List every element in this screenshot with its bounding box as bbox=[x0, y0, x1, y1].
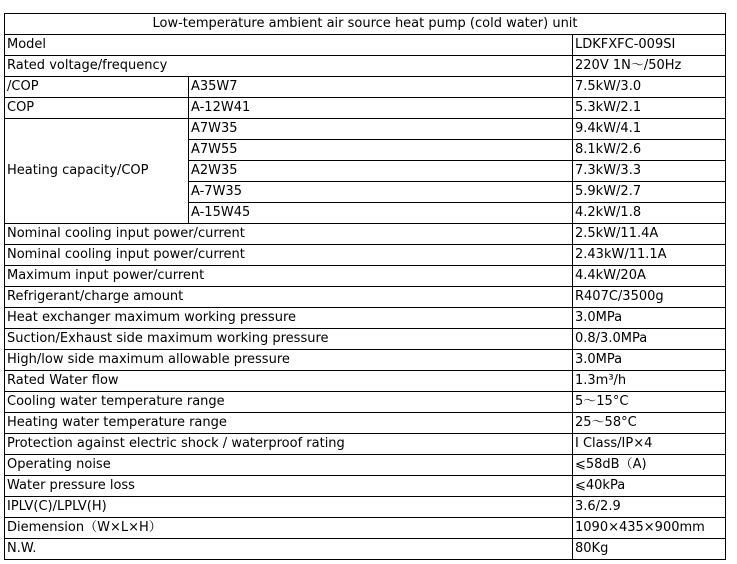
row-label: Heating water temperature range bbox=[5, 413, 573, 434]
table-row bbox=[5, 476, 726, 497]
row-value: 4.4kW/20A bbox=[573, 266, 726, 287]
table-row bbox=[5, 77, 726, 98]
table-row bbox=[5, 350, 726, 371]
row-value: 3.0MPa bbox=[573, 308, 726, 329]
row-value: 1.3m³/h bbox=[573, 371, 726, 392]
row-value: I Class/IP×4 bbox=[573, 434, 726, 455]
row-value: 1090×435×900mm bbox=[573, 518, 726, 539]
row-label: High/low side maximum allowable pressure bbox=[5, 350, 573, 371]
row-label: Operating noise bbox=[5, 455, 573, 476]
row-label: Suction/Exhaust side maximum working pressure bbox=[5, 329, 573, 350]
row-value: 4.2kW/1.8 bbox=[573, 203, 726, 224]
row-value: ⩽40kPa bbox=[573, 476, 726, 497]
row-label: Maximum input power/current bbox=[5, 266, 573, 287]
row-value: ⩽58dB（A) bbox=[573, 455, 726, 476]
row-condition: A7W35 bbox=[189, 119, 573, 140]
row-label: Refrigerant/charge amount bbox=[5, 287, 573, 308]
row-condition: A7W55 bbox=[189, 140, 573, 161]
row-label: Protection against electric shock / waterproof rating bbox=[5, 434, 573, 455]
row-label: Rated Water flow bbox=[5, 371, 573, 392]
row-value: 5～15°C bbox=[573, 392, 726, 413]
heating-capacity-label: Heating capacity/COP bbox=[5, 119, 189, 224]
row-value: 80Kg bbox=[573, 539, 726, 560]
row-value: 3.0MPa bbox=[573, 350, 726, 371]
row-condition: A-15W45 bbox=[189, 203, 573, 224]
row-label: IPLV(C)/LPLV(H) bbox=[5, 497, 573, 518]
row-value: 5.9kW/2.7 bbox=[573, 182, 726, 203]
row-value: 8.1kW/2.6 bbox=[573, 140, 726, 161]
table-row bbox=[5, 539, 726, 560]
row-value: 25～58°C bbox=[573, 413, 726, 434]
row-label: Nominal cooling input power/current bbox=[5, 224, 573, 245]
table-row bbox=[5, 266, 726, 287]
row-value: 220V 1N～/50Hz bbox=[573, 56, 726, 77]
table-row bbox=[5, 245, 726, 266]
table-row bbox=[5, 98, 726, 119]
table-row bbox=[5, 413, 726, 434]
row-value: 5.3kW/2.1 bbox=[573, 98, 726, 119]
row-value: 0.8/3.0MPa bbox=[573, 329, 726, 350]
spec-table bbox=[4, 13, 726, 560]
table-row bbox=[5, 308, 726, 329]
table-row bbox=[5, 35, 726, 56]
row-value: 7.5kW/3.0 bbox=[573, 77, 726, 98]
row-label: Rated voltage/frequency bbox=[5, 56, 573, 77]
row-condition: A2W35 bbox=[189, 161, 573, 182]
table-row bbox=[5, 287, 726, 308]
row-condition: A-12W41 bbox=[189, 98, 573, 119]
table-row bbox=[5, 119, 726, 140]
row-label: COP bbox=[5, 98, 189, 119]
table-row bbox=[5, 455, 726, 476]
row-label: N.W. bbox=[5, 539, 573, 560]
row-condition: A35W7 bbox=[189, 77, 573, 98]
row-label: Nominal cooling input power/current bbox=[5, 245, 573, 266]
table-row bbox=[5, 497, 726, 518]
table-row bbox=[5, 392, 726, 413]
row-label: /COP bbox=[5, 77, 189, 98]
row-label: Cooling water temperature range bbox=[5, 392, 573, 413]
table-row bbox=[5, 56, 726, 77]
row-value: 9.4kW/4.1 bbox=[573, 119, 726, 140]
row-value: 7.3kW/3.3 bbox=[573, 161, 726, 182]
row-label: Heat exchanger maximum working pressure bbox=[5, 308, 573, 329]
row-value: 2.43kW/11.1A bbox=[573, 245, 726, 266]
row-condition: A-7W35 bbox=[189, 182, 573, 203]
row-label: Water pressure loss bbox=[5, 476, 573, 497]
row-label: Model bbox=[5, 35, 573, 56]
table-row bbox=[5, 518, 726, 539]
row-label: Diemension（W×L×H） bbox=[5, 518, 573, 539]
table-row bbox=[5, 329, 726, 350]
table-row bbox=[5, 434, 726, 455]
table-title: Low-temperature ambient air source heat pump (cold water) unit bbox=[5, 14, 726, 35]
row-value: R407C/3500g bbox=[573, 287, 726, 308]
table-title-row bbox=[5, 14, 726, 35]
table-row bbox=[5, 224, 726, 245]
table-row bbox=[5, 371, 726, 392]
row-value: LDKFXFC-009SI bbox=[573, 35, 726, 56]
row-value: 3.6/2.9 bbox=[573, 497, 726, 518]
row-value: 2.5kW/11.4A bbox=[573, 224, 726, 245]
